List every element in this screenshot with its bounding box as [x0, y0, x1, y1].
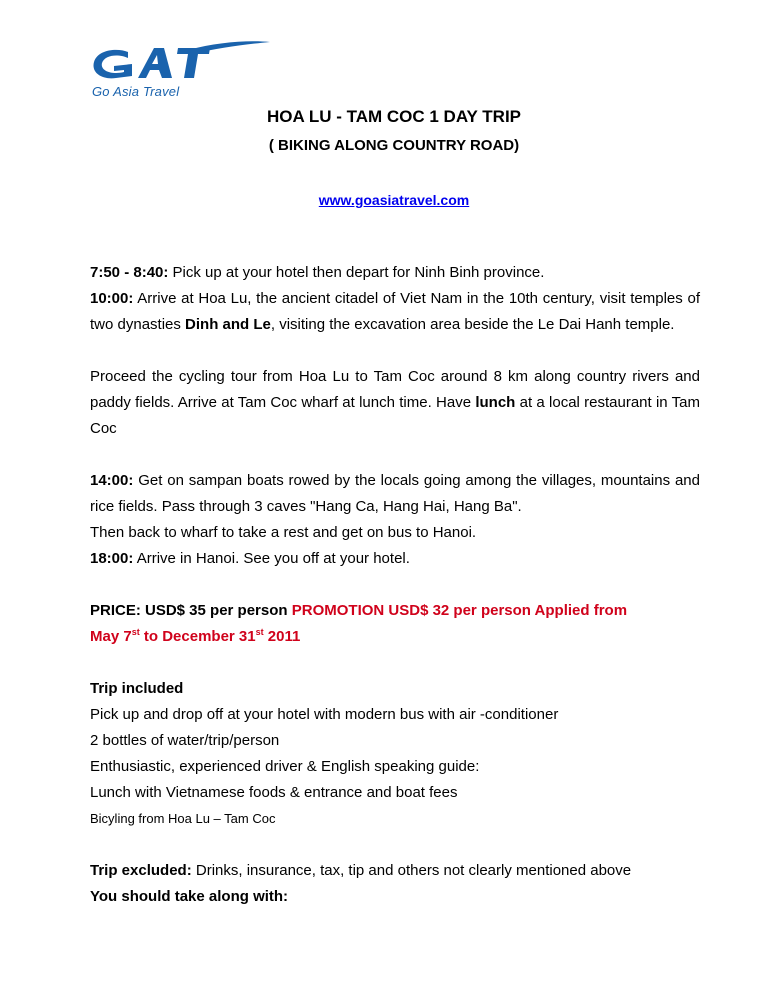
promotion-label: PROMOTION USD$ 32 per person Applied from	[291, 602, 628, 619]
included-heading-text: Trip included	[90, 680, 184, 697]
time-label: 18:00:	[90, 550, 134, 567]
document-body	[90, 260, 700, 910]
page-subtitle: ( BIKING ALONG COUNTRY ROAD)	[268, 137, 520, 154]
itinerary-text: Pick up at your hotel then depart for Ninh Binh province.	[168, 264, 545, 281]
price-line	[90, 598, 700, 624]
take-along-heading	[90, 884, 700, 910]
promo-end: to December 31	[139, 628, 256, 645]
promotion-dates	[90, 624, 700, 650]
promo-start: May 7	[90, 628, 132, 645]
excluded-text: Drinks, insurance, tax, tip and others not clearly mentioned above	[191, 862, 632, 879]
website-link[interactable]: www.goasiatravel.com	[318, 192, 470, 208]
itinerary-item-1800	[90, 546, 700, 572]
time-label: 14:00:	[90, 472, 134, 489]
promo-year: 2011	[263, 628, 301, 645]
promo-start-suffix: st	[131, 627, 140, 637]
dynasties-label: Dinh and Le	[185, 316, 271, 333]
time-label: 10:00:	[90, 290, 134, 307]
itinerary-item-0750	[90, 260, 700, 286]
itinerary-text: Get on sampan boats rowed by the locals going among the villages, mountains and rice fields. Pass through 3 caves "Hang Ca, Hang Hai, Hang Ba".	[90, 472, 700, 515]
promo-end-suffix: st	[255, 627, 264, 637]
included-item: Enthusiastic, experienced driver & English speaking guide:	[90, 758, 480, 775]
itinerary-item-1000	[90, 286, 700, 338]
lunch-label: lunch	[475, 394, 516, 411]
price-label: PRICE: USD$ 35 per person	[90, 602, 292, 619]
itinerary-text: , visiting the excavation area beside the Le Dai Hanh temple.	[270, 316, 675, 333]
itinerary-text: Arrive at Hoa Lu, the ancient citadel of Viet Nam in the 10th century, visit temples of two dynasties	[90, 290, 700, 333]
itinerary-item-1400	[90, 468, 700, 520]
excluded-heading: Trip excluded:	[90, 862, 192, 879]
take-along-text: You should take along with:	[90, 888, 289, 905]
included-item: Bicyling from Hoa Lu – Tam Coc	[90, 811, 276, 826]
itinerary-text: at a local restaurant in Tam Coc	[90, 394, 701, 437]
included-heading	[90, 676, 700, 702]
time-label: 7:50 - 8:40:	[90, 264, 169, 281]
page-title: HOA LU - TAM COC 1 DAY TRIP	[266, 107, 522, 126]
cycling-paragraph	[90, 364, 700, 442]
included-item: Lunch with Vietnamese foods & entrance and boat fees	[90, 784, 458, 801]
included-item: Pick up and drop off at your hotel with modern bus with air -conditioner	[90, 706, 559, 723]
itinerary-line: Then back to wharf to take a rest and get on bus to Hanoi.	[90, 524, 477, 541]
included-item: 2 bottles of water/trip/person	[90, 732, 280, 749]
excluded-line	[90, 858, 700, 884]
itinerary-text: Proceed the cycling tour from Hoa Lu to Tam Coc around 8 km along country rivers and paddy fields. Arrive at Tam Coc wharf at lunch time. Have	[90, 368, 700, 411]
itinerary-text: Arrive in Hanoi. See you off at your hotel.	[133, 550, 410, 567]
logo-tagline: Go Asia Travel	[92, 84, 180, 99]
